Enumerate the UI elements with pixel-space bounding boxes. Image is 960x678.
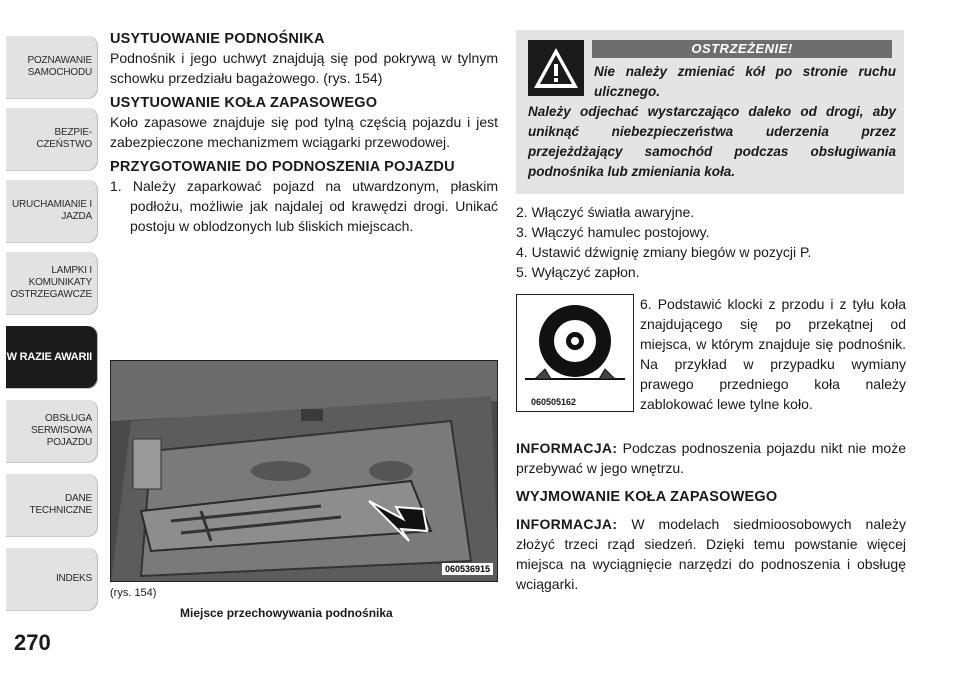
warning-text — [528, 62, 896, 182]
page-number: 270 — [14, 630, 51, 655]
step-1: 1. Należy zaparkować pojazd na utwardzonym, płaskim podłożu, możliwie jak najdalej od krawędzi drogi. Unikać postoju w oblodzonych lub śliskich miejscach. — [110, 178, 498, 234]
thumbnail-code: 060505162 — [531, 397, 577, 407]
tab-dane-techniczne[interactable] — [6, 474, 98, 536]
step-5: 5. Wyłączyć zapłon. — [516, 264, 640, 280]
tab-label: URUCHAMIANIE I JAZDA — [12, 199, 92, 222]
tab-w-razie-awarii[interactable] — [6, 326, 98, 388]
tab-label: INDEKS — [55, 573, 92, 584]
figure-caption: Miejsce przechowywania podnośnika — [180, 606, 393, 620]
heading-jack-location: USYTUOWANIE PODNOŚNIKA — [110, 31, 325, 47]
heading-remove-spare: WYJMOWANIE KOŁA ZAPASOWEGO — [516, 489, 778, 505]
tab-poznawanie-samochodu[interactable] — [6, 36, 98, 98]
tab-label: POZNAWANIE SAMOCHODU — [27, 55, 92, 78]
info-note-1 — [516, 438, 906, 478]
info-note-2 — [516, 514, 906, 594]
prep-steps — [110, 176, 498, 236]
warning-text-rest: Należy odjechać wystarczająco daleko od drogi, aby uniknąć niebezpieczeństwa uderzenia przez przejeżdżający samochód podczas obsługiwania podnośnika lub zmieniania koła. — [528, 104, 896, 179]
trunk-storage-illustration — [111, 361, 498, 582]
warning-box — [516, 30, 904, 194]
figure-reference: (rys. 154) — [110, 587, 157, 599]
step-6: 6. Podstawić klocki z przodu i z tyłu koła znajdującego się po przekątnej od miejsca, w którym znajduje się podnośnik. Na przykład w przypadku wymiany prawego przedniego koła należy zablokować lewe tylne koło. — [640, 296, 906, 412]
step-3: 3. Włączyć hamulec postojowy. — [516, 224, 710, 240]
wheel-chock-figure — [516, 294, 634, 412]
tab-label: DANE TECHNICZNE — [29, 493, 92, 516]
chapter-tabs — [0, 0, 100, 678]
tab-obsluga-serwisowa[interactable] — [6, 400, 98, 462]
tab-bezpieczenstwo[interactable] — [6, 108, 98, 170]
steps-list — [516, 202, 906, 282]
figure-code: 060536915 — [442, 563, 493, 575]
warning-title: OSTRZEŻENIE! — [592, 40, 892, 58]
warning-text-first: Nie należy zmieniać kół po stronie ruchu ulicznego. — [594, 64, 896, 99]
tab-label: W RAZIE AWARII — [6, 351, 92, 363]
info-text: W modelach siedmioosobowych należy złożyć trzeci rząd siedzeń. Dzięki temu powstanie więcej miejsca na wyciągnięcie narzędzi do podnoszenia i obsługę wciągarki. — [516, 516, 907, 592]
remove-spare-section — [516, 488, 906, 506]
jack-location-text: Podnośnik i jego uchwyt znajdują się pod pokrywą w tylnym schowku przedziału bagażowego. (rys. 154) — [110, 50, 498, 86]
tab-uruchamianie-i-jazda[interactable] — [6, 180, 98, 242]
step-2: 2. Włączyć światła awaryjne. — [516, 204, 695, 220]
spare-location-text: Koło zapasowe znajduje się pod tylną częścią pojazdu i jest zabezpieczone mechanizmem wciągarki przewodowej. — [110, 114, 498, 150]
info-text: Podczas podnoszenia pojazdu nikt nie może przebywać w jego wnętrzu. — [516, 440, 906, 476]
tab-label: BEZPIE-CZEŃSTWO — [36, 127, 92, 150]
tab-indeks[interactable] — [6, 548, 98, 610]
left-column — [110, 30, 498, 242]
tab-label: OBSŁUGA SERWISOWA POJAZDU — [31, 413, 92, 448]
tab-label: LAMPKI I KOMUNIKATY OSTRZEGAWCZE — [10, 265, 92, 300]
wheel-with-chocks-illustration — [517, 295, 633, 395]
tab-lampki-i-komunikaty[interactable] — [6, 252, 98, 314]
heading-spare-location: USYTUOWANIE KOŁA ZAPASOWEGO — [110, 95, 378, 111]
info-label: INFORMACJA: — [516, 440, 618, 456]
heading-lifting-preparation: PRZYGOTOWANIE DO PODNOSZENIA POJAZDU — [110, 159, 455, 175]
info-label: INFORMACJA: — [516, 516, 618, 532]
figure-jack-storage-photo — [110, 360, 498, 582]
step-4: 4. Ustawić dźwignię zmiany biegów w pozycji P. — [516, 244, 812, 260]
